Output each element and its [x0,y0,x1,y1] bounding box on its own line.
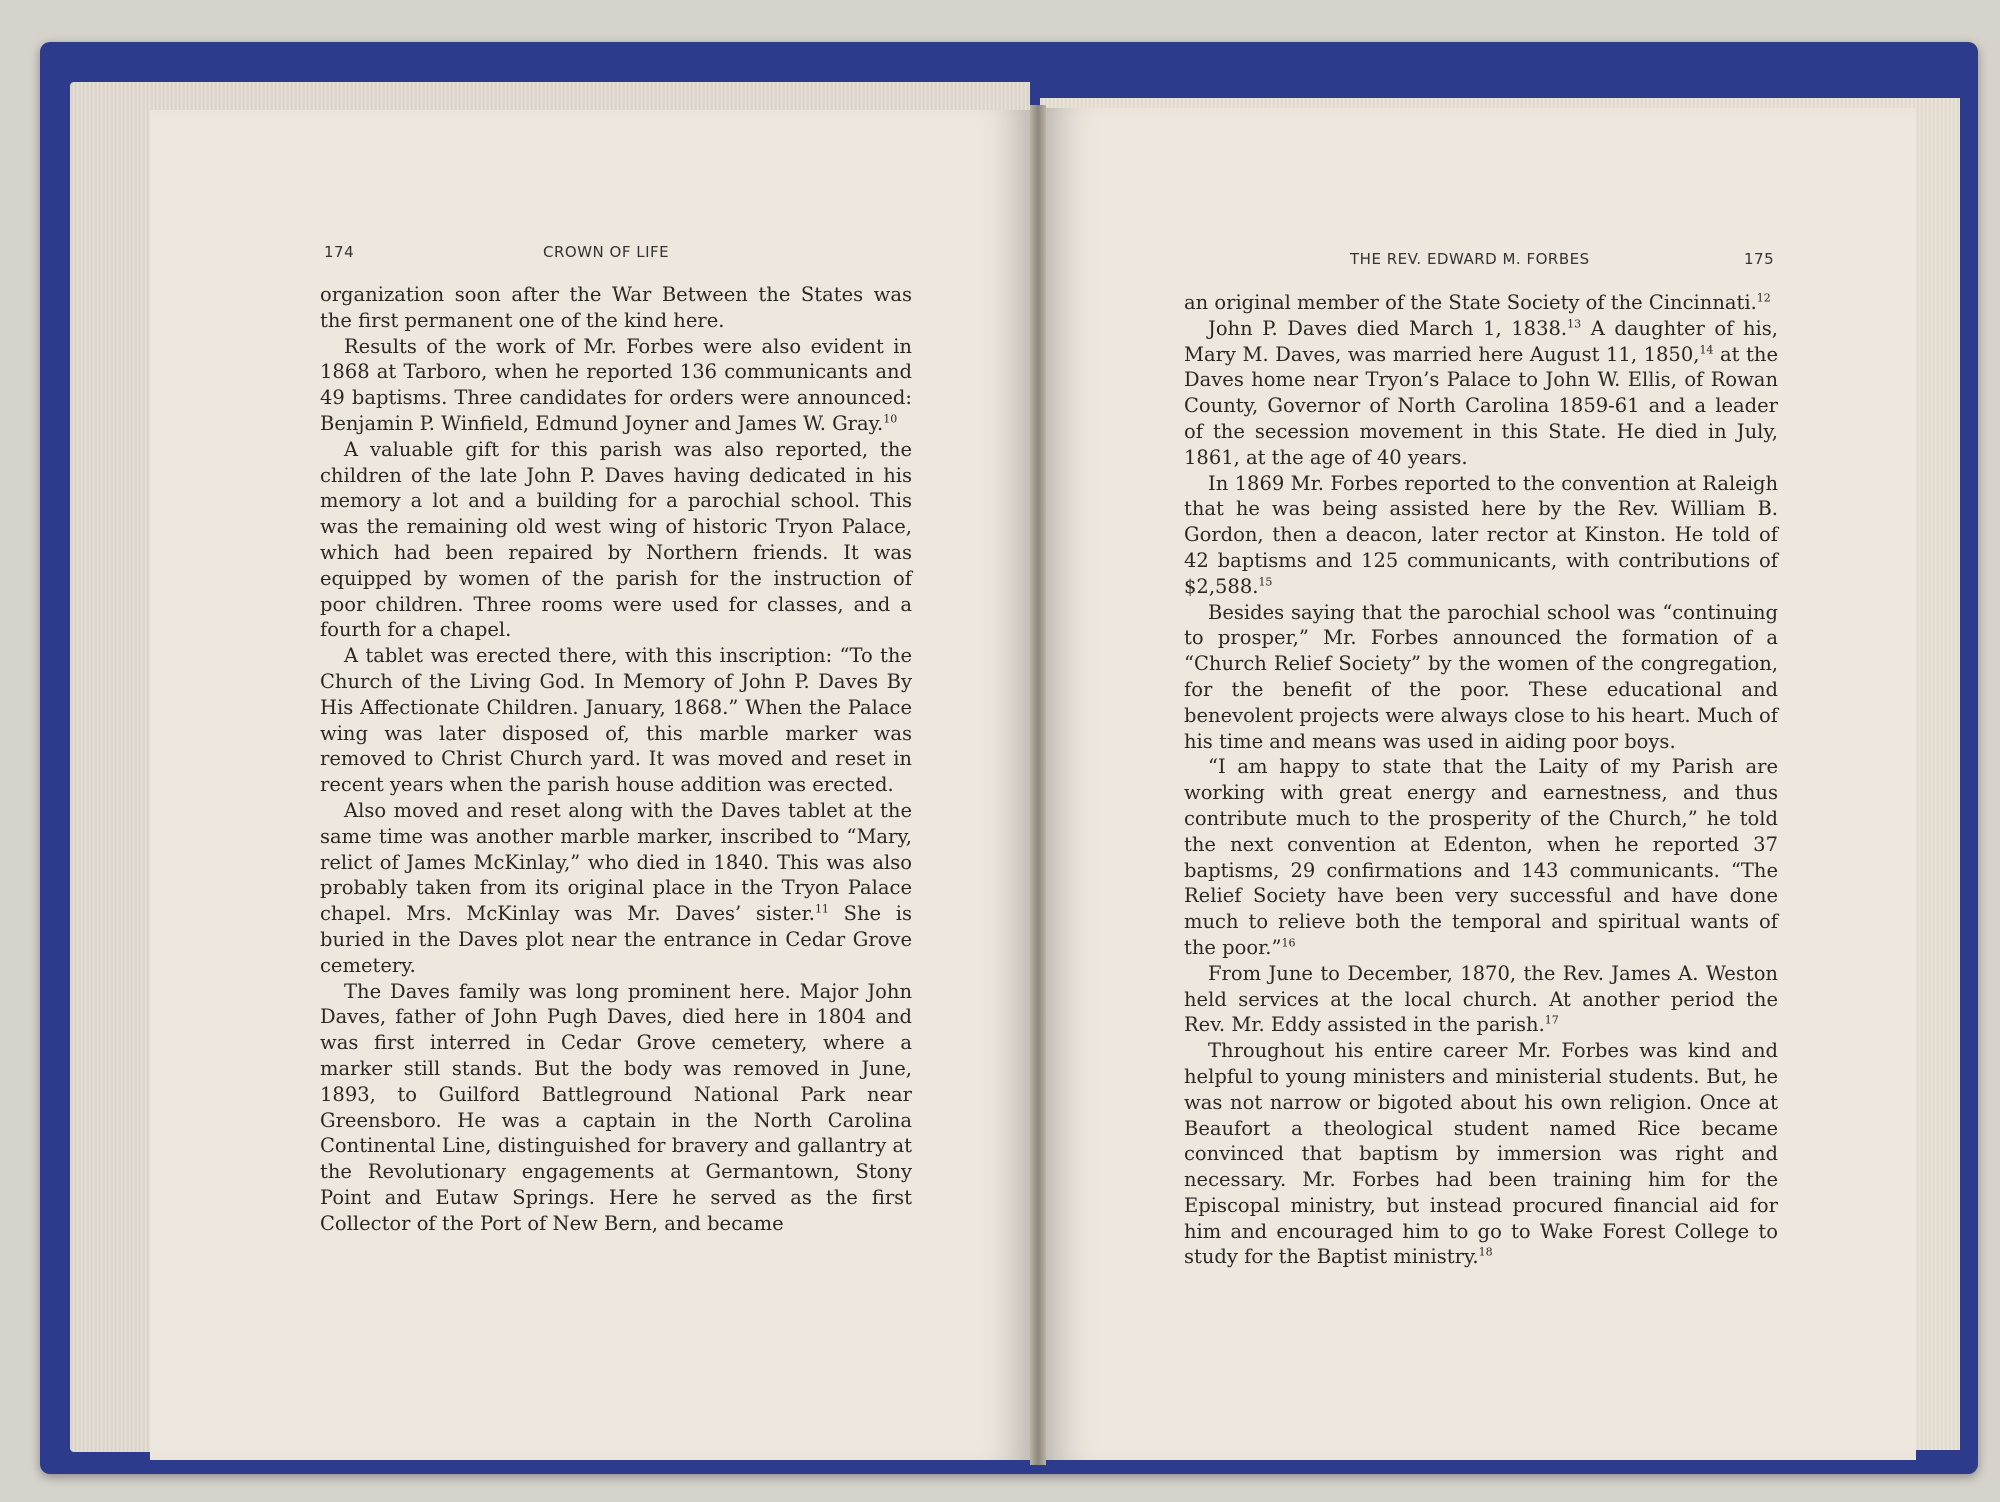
running-header-left: CROWN OF LIFE [543,243,670,261]
footnote-ref: 14 [1699,343,1714,357]
footnote-ref: 15 [1258,575,1273,589]
footnote-ref: 13 [1567,317,1582,331]
footnote-ref: 18 [1478,1245,1493,1259]
paragraph: A tablet was erected there, with this inscription: “To the Church of the Living God. In Memory of John P. Daves By His Affectionate Children. January, 1868.” When the Palace wing was later disposed of, this marble marker was removed to Christ Church yard. It was moved and reset in recent years when the parish house addition was erected. [320,644,912,797]
footnote-ref: 12 [1756,291,1771,305]
paragraph: A valuable gift for this parish was also reported, the children of the late John P. Daves having dedicated in his memory a lot and a building for a parochial school. This was the remaining old west wing of historic Tryon Palace, which had been repaired by Northern friends. It was equipped by women of the parish for the instruction of poor children. Three rooms were used for classes, and a fourth for a chapel. [320,437,912,642]
paragraph: organization soon after the War Between the States was the first permanent one of the kind here. [320,283,912,332]
left-page [150,110,1030,1460]
paragraph: Also moved and reset along with the Daves tablet at the same time was another marble marker, inscribed to “Mary, relict of James McKinlay,” who died in 1840. This was also probably taken from its original place in the Tryon Palace chapel. Mrs. McKinlay was Mr. Daves’ sister.$^{11}$ She is buried in the Daves plot near the entrance in Cedar Grove cemetery. [320,798,912,977]
book-gutter [1030,105,1046,1465]
page-number-right: 175 [1744,250,1775,268]
paragraph: Besides saying that the parochial school was “continuing to prosper,” Mr. Forbes announced the formation of a “Church Relief Society” by the women of the congregation, for the benefit of the poor. These educational and benevolent projects were always close to his heart. Much of his time and means was used in aiding poor boys. [1184,600,1778,753]
paragraph: John P. Daves died March 1, 1838.13 A daughter of his, Mary M. Daves, was married here August 11, 1850,14 at the Daves home near Tryon’s Palace to John W. Ellis, of Rowan County, Governor of North Carolina 1859-61 and a leader of the secession movement in this State. He died in July, 1861, at the age of 40 years. [1184,316,1779,469]
right-page-body [1184,290,1778,1270]
paragraph: Throughout his entire career Mr. Forbes was kind and helpful to young ministers and ministerial students. But, he was not narrow or bigoted about his own religion. Once at Beaufort a theological student named Rice became convinced that baptism by immersion was right and necessary. Mr. Forbes had been training him for the Episcopal ministry, but instead procured financial aid for him and encouraged him to go to Wake Forest College to study for the Baptist ministry.$^{18}$ [1184,1039,1778,1269]
right-page [1046,108,1916,1460]
footnote-ref: 10 [883,412,898,426]
paragraph: In 1869 Mr. Forbes reported to the convention at Raleigh that he was being assisted here by the Rev. William B. Gordon, then a deacon, later rector at Kinston. He told of 42 baptisms and 125 communicants, with contributions of $2,588.15 [1184,471,1778,598]
running-header-right: THE REV. EDWARD M. FORBES [1350,250,1590,268]
paragraph: The Daves family was long prominent here. Major John Daves, father of John Pugh Daves, died here in 1804 and was first interred in Cedar Grove cemetery, where a marker still stands. But the body was removed in June, 1893, to Guilford Battleground National Park near Greensboro. He was a captain in the North Carolina Continental Line, distinguished for bravery and gallantry at the Revolutionary engagements at Germantown, Stony Point and Eutaw Springs. Here he served as the first Collector of the Port of New Bern, and became [320,979,912,1235]
page-number-left: 174 [324,243,355,261]
footnote-ref: 17 [1544,1013,1559,1027]
footnote-ref: 11 [814,902,829,916]
paragraph: an original member of the State Society of the Cincinnati.$^{12}$ [1184,291,1771,314]
left-page-body [320,282,912,1236]
footnote-ref: 16 [1281,936,1296,950]
paragraph: “I am happy to state that the Laity of my Parish are working with great energy and earnestness, and thus contribute much to the prosperity of the Church,” he told the next convention at Edenton, when he reported 37 baptisms, 29 confirmations and 143 communicants. “The Relief Society have been very successful and have done much to relieve both the temporal and spiritual wants of the poor.”$^{16}$ [1184,755,1778,959]
paragraph: Results of the work of Mr. Forbes were also evident in 1868 at Tarboro, when he reported 136 communicants and 49 baptisms. Three candidates for orders were announced: Benjamin P. Winfield, Edmund Joyner and James W. Gray.$^{10}$ [320,334,912,435]
paragraph: From June to December, 1870, the Rev. James A. Weston held services at the local church. At another period the Rev. Mr. Eddy assisted in the parish.$^{17}$ [1184,961,1778,1037]
